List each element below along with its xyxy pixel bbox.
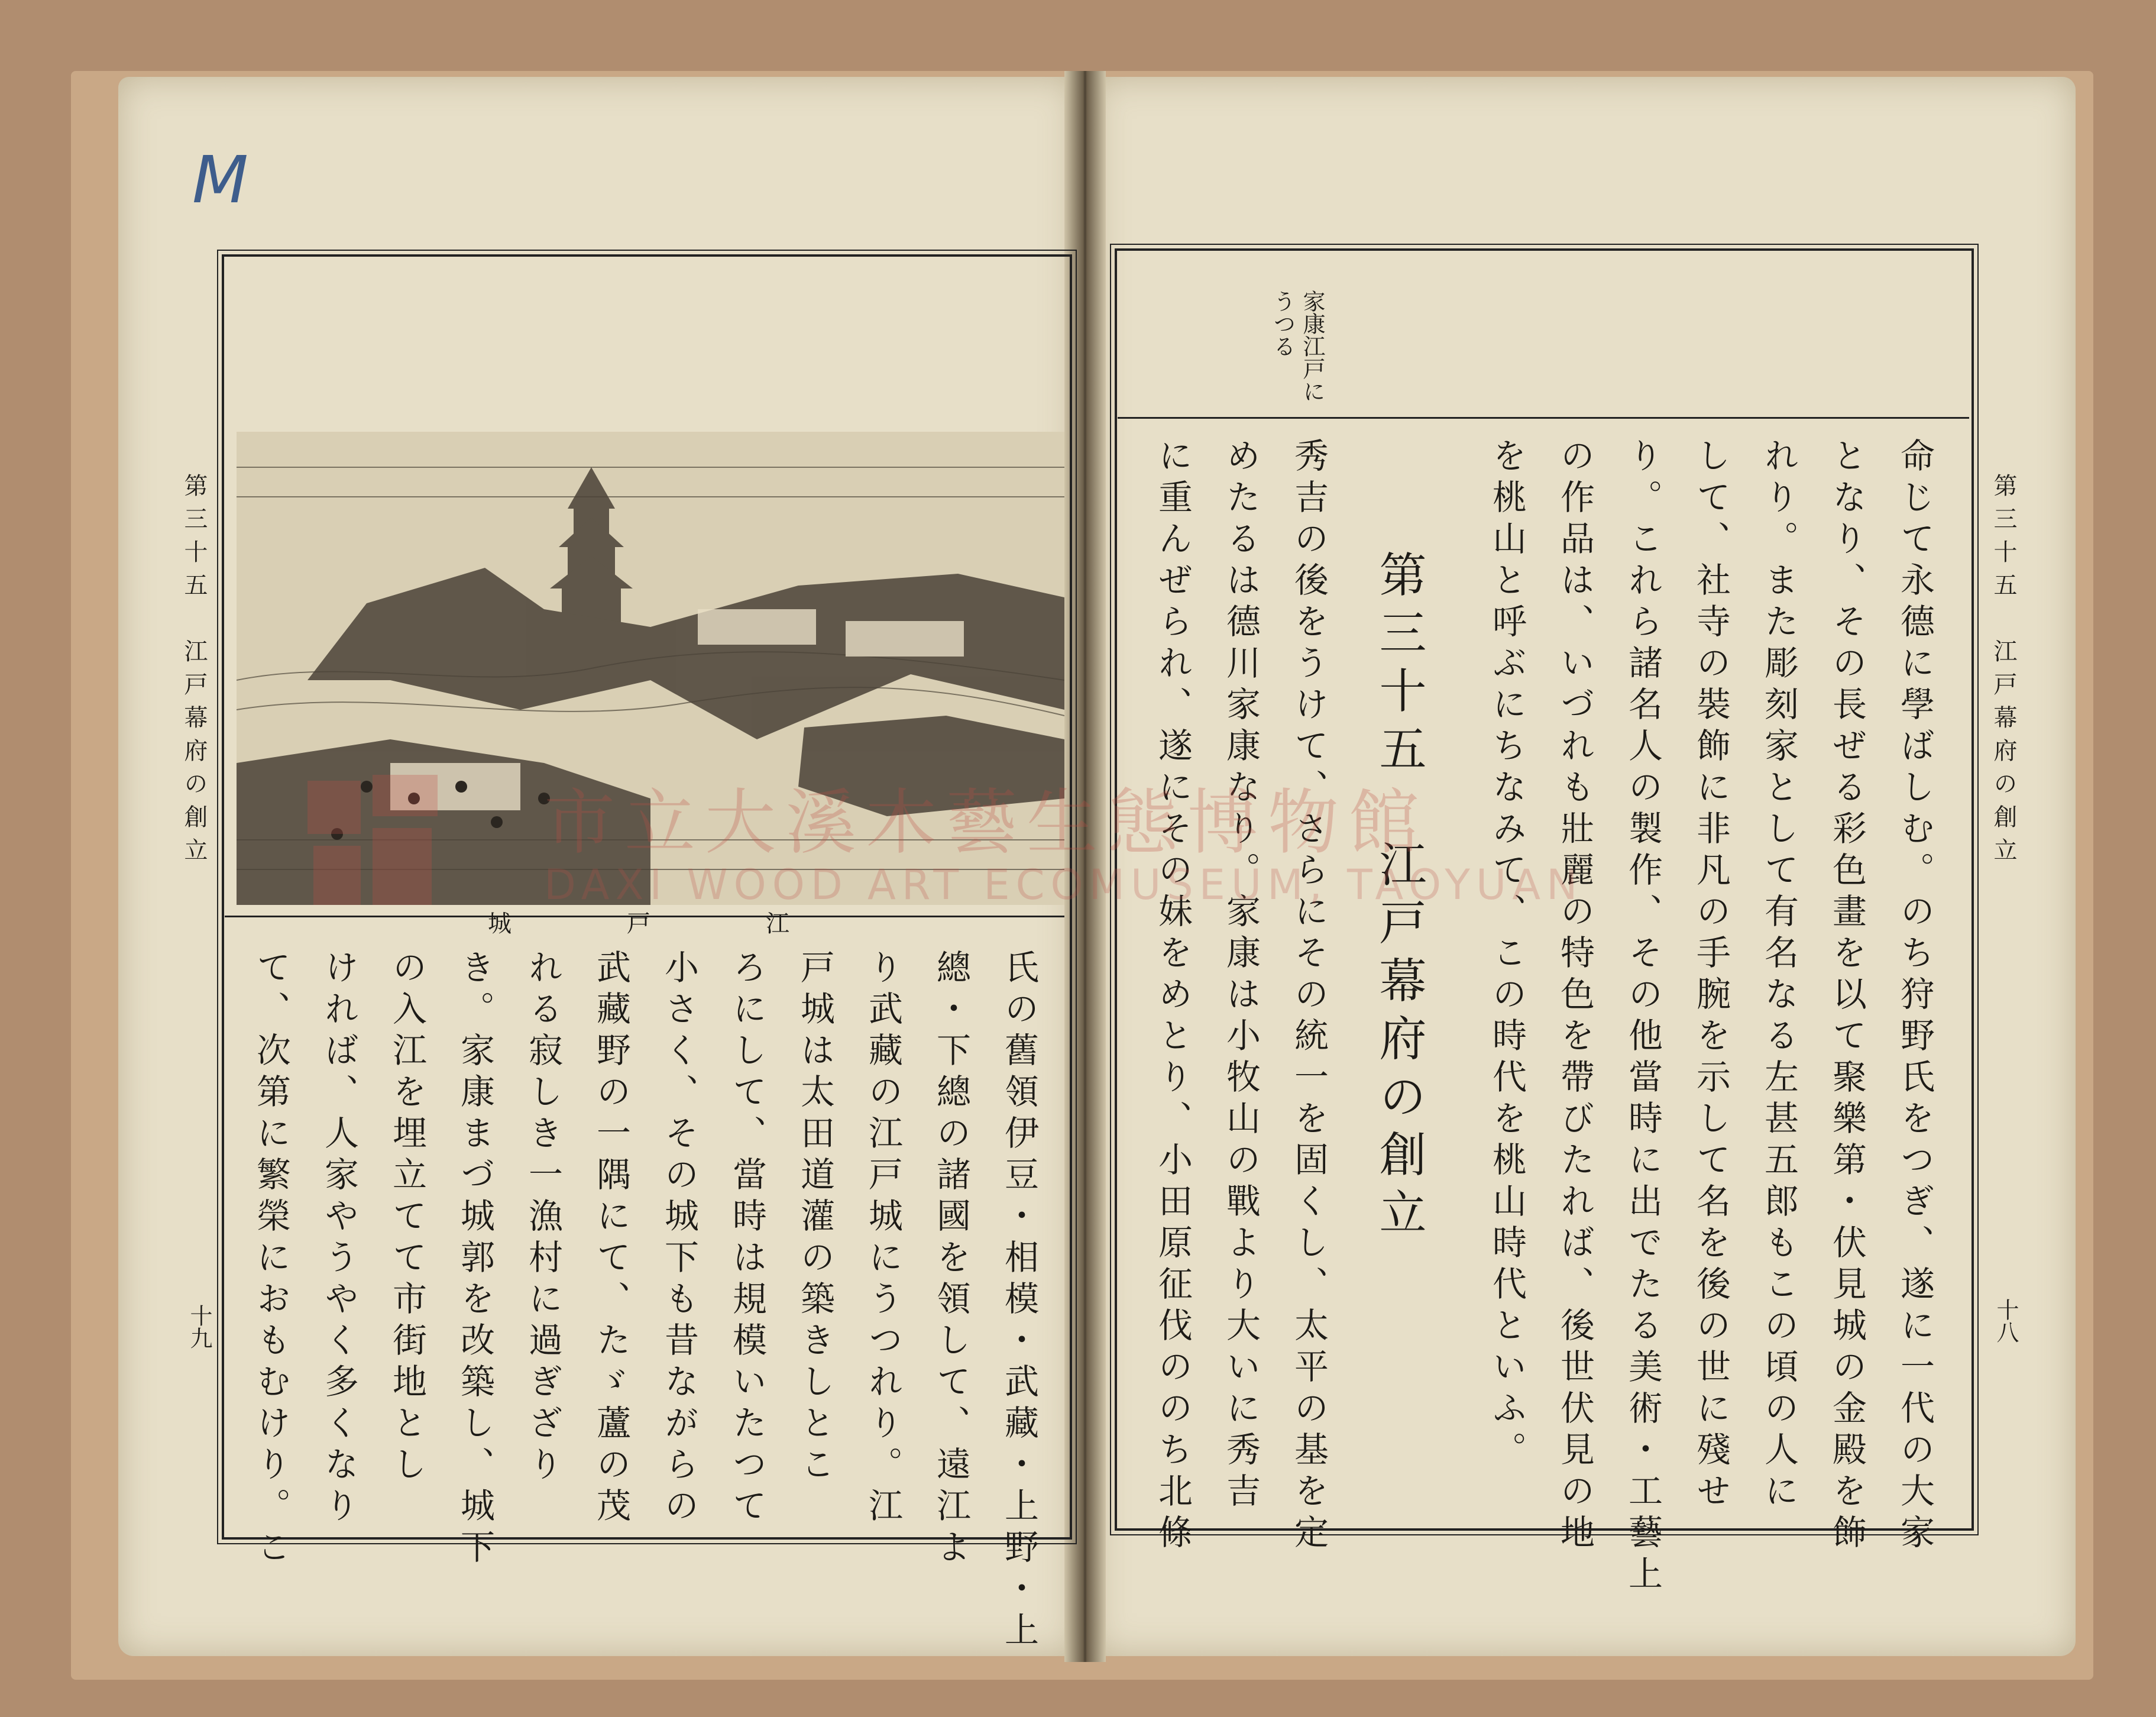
right-text-column-1: 命じて永德に學ばしむ。のち狩野氏をつぎ、遂に一代の大家 [1895,438,1935,1556]
left-text-column-2: 總・下總の諸國を領して、遠江よ [931,949,971,1570]
left-text-column-5: ろにして、當時は規模いたつて [727,949,767,1529]
pencil-mark: M [192,142,248,218]
watermark-subtitle: DAXI WOOD ART ECOMUSEUM, TAOYUAN [544,861,1584,909]
left-text-column-12: て、次第に繁榮におもむけり。こ [251,949,291,1570]
left-text-column-11: ければ、人家やうやく多くなり [319,949,359,1529]
watermark-title: 市立大溪木藝生態博物館 [544,782,1429,864]
caption-char-2: 戸 [627,910,652,937]
right-text-column-7: を桃山と呼ぶにちなみて、この時代を桃山時代といふ。 [1487,438,1527,1473]
left-text-column-10: の入江を埋立てて市街地とし [387,949,427,1488]
left-text-column-9: き。家康まづ城郭を改築し、城下 [455,949,495,1570]
left-text-column-7: 武藏野の一隅にて、たゞ蘆の茂 [591,949,631,1529]
left-running-head: 第三十五 江戸幕府の創立 [180,473,208,871]
right-text-column-5: り。これら諸名人の製作、その他當時に出でたる美術・工藝上 [1623,438,1663,1597]
right-text-column-4: して、社寺の裝飾に非凡の手腕を示して名を後の世に殘せ [1691,438,1731,1514]
left-text-column-1: 氏の舊領伊豆・相模・武藏・上野・上 [999,949,1039,1653]
margin-note-rule [1118,417,1969,419]
right-running-head: 第三十五 江戸幕府の創立 [1990,473,2017,871]
left-text-column-4: 戸城は太田道灌の築きしとこ [795,949,835,1488]
left-text-column-3: り武藏の江戸城にうつれり。江 [863,949,903,1529]
museum-logo-watermark [296,763,449,917]
chapter-text-column-2: めたるは德川家康なり。家康は小牧山の戰より大いに秀吉 [1221,438,1261,1514]
right-text-column-2: となり、その長ぜる彩色畫を以て聚樂第・伏見城の金殿を飾 [1827,438,1867,1556]
chapter-text-column-1: 秀吉の後をうけて、さらにその統一を固くし、太平の基を定 [1289,438,1329,1556]
left-text-column-6: 小さく、その城下も昔ながらの [659,949,699,1529]
margin-note-line-2: うつる [1270,290,1296,357]
chapter-text-column-3: に重んぜられ、遂にその妹をめとり、小田原征伐ののち北條 [1153,438,1193,1556]
caption-char-3: 城 [488,910,513,937]
right-text-column-6: の作品は、いづれも壯麗の特色を帶びたれば、後世伏見の地 [1555,438,1595,1556]
margin-note-line-1: 家康江戸に [1299,290,1325,402]
right-text-column-3: れり。また彫刻家として有名なる左甚五郎もこの頃の人に [1759,438,1799,1514]
left-text-column-8: れる寂しき一漁村に過ぎざり [523,949,563,1488]
right-page-number: 十八 [1993,1298,2019,1343]
chapter-heading: 第三十五 江戸幕府の創立 [1371,550,1426,1246]
left-page-number: 十九 [186,1304,212,1349]
caption-char-1: 江 [766,910,791,937]
